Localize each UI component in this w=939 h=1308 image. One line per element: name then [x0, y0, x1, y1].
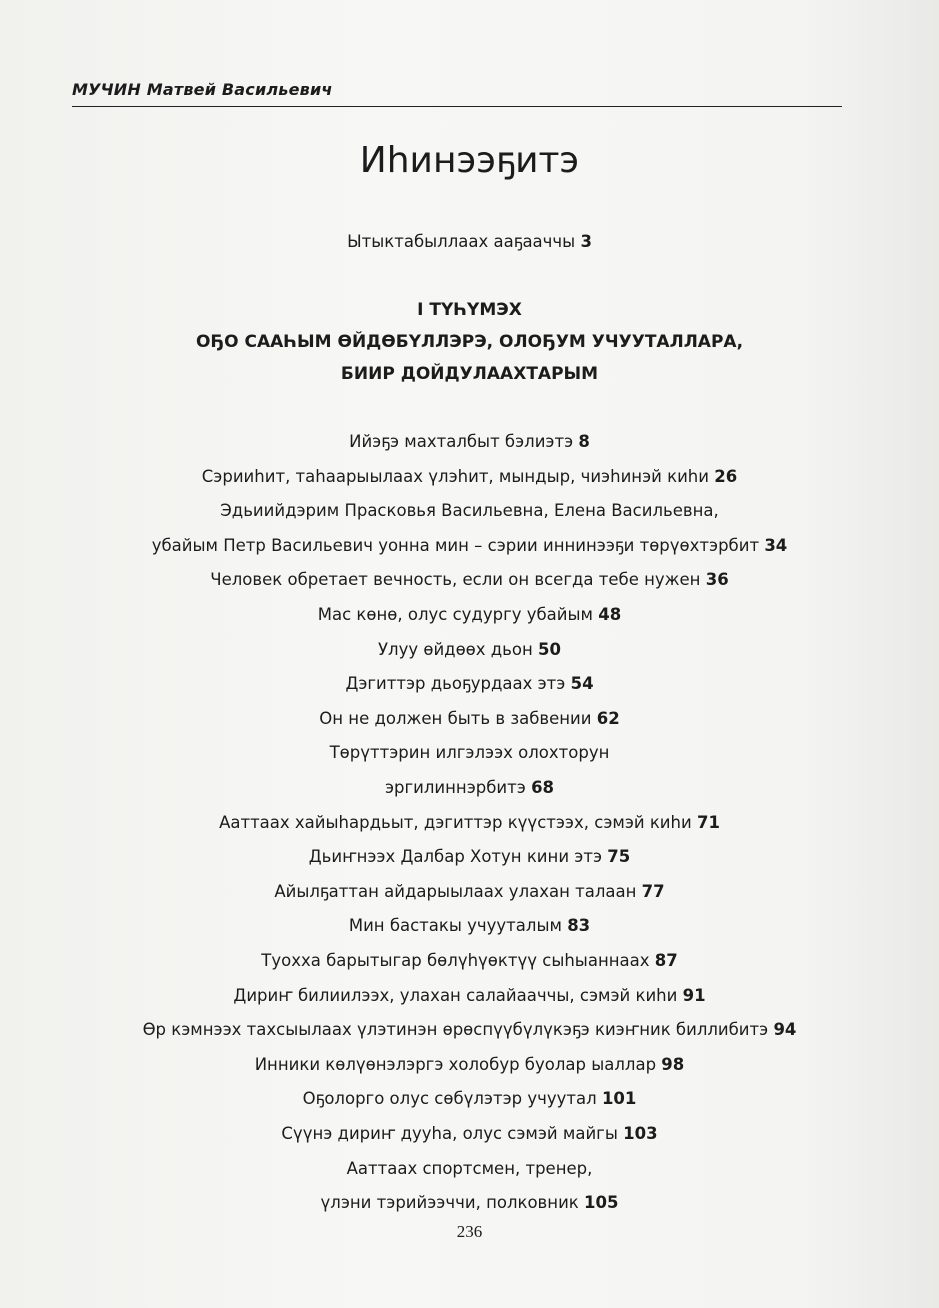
toc-entry-text: Туохха барытыгар бөлүhүөктүү сыhыаннаах: [261, 951, 650, 970]
toc-entry: [0, 1124, 939, 1143]
toc-entry-text: Сүүнэ дириҥ дууhа, олус сэмэй майгы: [281, 1124, 618, 1143]
toc-entry-page: 3: [580, 232, 592, 251]
toc-entry-page: 101: [601, 1089, 637, 1109]
toc-entry-text: Дэгиттэр дьоҕурдаах этэ: [345, 674, 566, 694]
toc-entry-text: Инники көлүөнэлэргэ холобур буолар ыаллар: [254, 1054, 657, 1074]
toc-entry-page: 54: [570, 674, 594, 694]
toc-entry-text: Мин бастакы учууталым: [348, 916, 562, 936]
toc-entry-page: 71: [696, 812, 720, 832]
toc-entry-text: Эдьиийдэрим Прасковья Васильевна, Елена Васильевна,: [220, 501, 719, 521]
toc-entry-text: Дириҥ билиилээх, улахан салайааччы, сэмэй киhи: [233, 985, 678, 1005]
toc-entry-text: Төрүттэрин илгэлээх олохторун: [329, 743, 610, 763]
toc-entry-page: 50: [538, 639, 562, 659]
section-heading-line2: БИИР ДОЙДУЛААХТАРЫМ: [340, 364, 599, 384]
toc-entry-text: Мас көнө, олус судургу убайым: [317, 605, 593, 624]
toc-entry-text: Дьиҥнээх Далбар Хотун кини этэ: [308, 847, 603, 867]
toc-entry: [0, 432, 939, 451]
header-rule: [72, 106, 842, 107]
toc-entry-page: 48: [598, 605, 622, 624]
toc-entry-page: 36: [705, 570, 729, 590]
toc-entry: [0, 570, 939, 589]
toc-entry-page: 68: [531, 778, 555, 797]
toc-entry-text: үлэни тэрийээччи, полковник: [320, 1193, 579, 1213]
toc-entry-text: Өр кэмнээх тахсыылаах үлэтинэн өрөспүүбүлүкэҕэ киэҥник биллибитэ: [142, 1020, 769, 1040]
toc-entry-page: 8: [578, 432, 590, 451]
running-head: МУЧИН Матвей Васильевич: [72, 80, 333, 99]
toc-entry-page: 26: [714, 466, 738, 486]
toc-entry-page: 75: [607, 847, 631, 867]
toc-entry-text: Айылҕаттан айдарыылаах улахан талаан: [274, 881, 637, 901]
toc-entry-page: 83: [567, 916, 591, 936]
toc-entry: [0, 501, 939, 520]
toc-entry: [0, 674, 939, 693]
toc-entry: [0, 951, 939, 970]
toc-entry: [0, 847, 939, 866]
toc-entry-text: Сэрииhит, таhаарыылаах үлэhит, мындыр, чиэhинэй киhи: [201, 466, 709, 486]
toc-entry: [0, 778, 939, 797]
toc-entry-text: Оҕолорго олус сөбүлэтэр учуутал: [302, 1089, 597, 1109]
toc-entry-page: 98: [661, 1054, 685, 1074]
toc-entry-text: эргилиннэрбитэ: [384, 778, 526, 797]
toc-entry: [0, 1089, 939, 1108]
toc-entry: [0, 536, 939, 555]
toc-entry-text: Ытыктабыллаах ааҕааччы: [347, 232, 576, 251]
toc-entry-page: 62: [596, 708, 620, 728]
toc-entry: [0, 882, 939, 901]
toc-entry-page: 34: [764, 535, 788, 555]
toc-entry: [0, 467, 939, 486]
toc-entry-page: 105: [584, 1193, 619, 1213]
section-label: I ТҮҺҮМЭХ: [417, 300, 522, 320]
toc-entry: [0, 640, 939, 659]
toc-entry: [0, 1159, 939, 1178]
toc-entry-page: 94: [773, 1020, 797, 1040]
toc-entry-preface: [0, 232, 939, 251]
toc-entry-text: Ааттаах хайыhардьыт, дэгиттэр күүстээх, сэмэй киhи: [219, 812, 692, 832]
toc-entry: [0, 743, 939, 762]
toc-entry-text: Улуу өйдөөх дьон: [377, 639, 533, 659]
page-number: 236: [456, 1222, 483, 1241]
toc-entry: [0, 1020, 939, 1039]
toc-entry-text: убайым Петр Васильевич уонна мин – сэрии иннинээҕи төрүөхтэрбит: [151, 535, 760, 555]
toc-entry: [0, 813, 939, 832]
toc-entry-page: 91: [682, 985, 706, 1005]
toc-entry-page: 77: [641, 881, 665, 901]
toc-entry-text: Человек обретает вечность, если он всегда тебе нужен: [210, 570, 701, 590]
toc-entry: [0, 709, 939, 728]
toc-entry-text: Ийэҕэ махталбыт бэлиэтэ: [349, 432, 574, 451]
page-title: Иhинээҕитэ: [359, 140, 580, 181]
section-heading-line1: ОҔО СААҺЫМ ӨЙДӨБҮЛЛЭРЭ, ОЛОҔУМ УЧУУТАЛЛАРА,: [195, 332, 744, 352]
toc-entry: [0, 916, 939, 935]
toc-entry: [0, 1193, 939, 1212]
toc-entry-text: Ааттаах спортсмен, тренер,: [346, 1158, 593, 1178]
toc-entry: [0, 986, 939, 1005]
toc-entry-page: 87: [654, 951, 678, 970]
toc-entry-text: Он не должен быть в забвении: [319, 708, 592, 728]
toc-entry: [0, 1055, 939, 1074]
toc-entry: [0, 605, 939, 624]
toc-entry-page: 103: [623, 1124, 658, 1143]
